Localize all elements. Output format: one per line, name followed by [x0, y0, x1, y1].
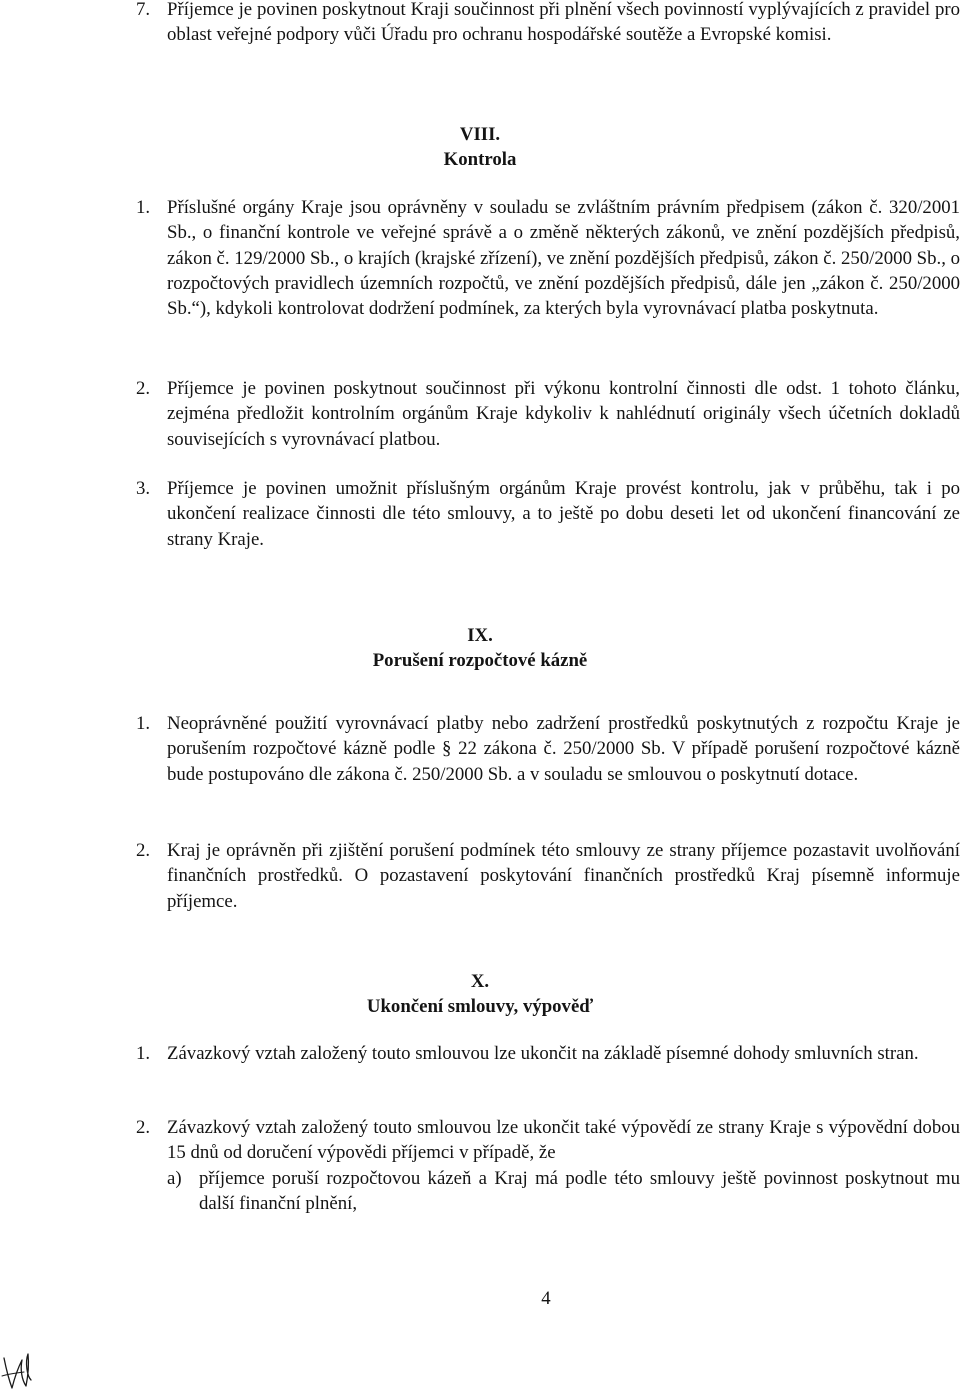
list-item [136, 476, 960, 552]
list-item [136, 195, 960, 321]
item-text: Příjemce je povinen poskytnout součinnost při výkonu kontrolní činnosti dle odst. 1 tohoto článku, zejména předložit kontrolním orgánům Kraje kdykoliv k nahlédnutí originály všech účetních dokladů souvisejících s vyrovnávací platbou. [167, 378, 960, 450]
list-item [136, 1041, 960, 1066]
item-number: 1. [136, 197, 151, 218]
item-text: Závazkový vztah založený touto smlouvou lze ukončit také výpovědí ze strany Kraje s výpovědní dobou 15 dnů od doručení výpovědi příjemci v případě, že [167, 1117, 960, 1164]
item-text: Příslušné orgány Kraje jsou oprávněny v souladu se zvláštním právním předpisem (zákon č. 320/2001 Sb., o finanční kontrole ve veřejné správě a o změně některých zákonů, ve znění pozdějších předpisů, zákon č. 129/2000 Sb., o krajích (krajské zřízení), ve znění pozdějších předpisů, zákon č. 250/2000 Sb., o rozpočtových pravidlech územních rozpočtů, ve znění pozdějších předpisů, dále jen „zákon č. 250/2000 Sb.“), kdykoli kontrolovat dodržení podmínek, za kterých byla vyrovnávací platba poskytnuta. [167, 197, 960, 320]
section-number: X. [470, 971, 490, 992]
list-item [136, 711, 960, 787]
item-number: 7. [136, 0, 151, 20]
item-text: Kraj je oprávněn při zjištění porušení podmínek této smlouvy ze strany příjemce pozastavit uvolňování finančních prostředků. O pozastavení poskytování finančních prostředků Kraj písemně informuje příjemce. [167, 840, 960, 912]
section-title: Ukončení smlouvy, výpověď [366, 996, 594, 1017]
item-text: Neoprávněné použití vyrovnávací platby nebo zadržení prostředků poskytnutých z rozpočtu Kraje je porušením rozpočtové kázně podle § 22 zákona č. 250/2000 Sb. V případě porušení rozpočtové kázně bude postupováno dle zákona č. 250/2000 Sb. a v souladu se smlouvou o poskytnutí dotace. [167, 713, 960, 785]
page-number: 4 [541, 1288, 551, 1309]
item-text: Závazkový vztah založený touto smlouvou lze ukončit na základě písemné dohody smluvních stran. [167, 1043, 919, 1064]
item-body [167, 1115, 960, 1216]
item-number: 3. [136, 478, 151, 499]
item-text: Příjemce je povinen umožnit příslušným orgánům Kraje provést kontrolu, jak v průběhu, tak i po ukončení realizace činnosti dle této smlouvy, a to ještě po dobu deseti let od ukončení financování ze strany Kraje. [167, 478, 960, 550]
section-number: VIII. [459, 124, 501, 145]
section-number: IX. [467, 625, 493, 646]
item-number: 1. [136, 1043, 151, 1064]
list-item [136, 0, 960, 48]
item-number: 2. [136, 840, 151, 861]
item-number: 1. [136, 713, 151, 734]
list-item [136, 1115, 960, 1216]
sub-item [167, 1166, 960, 1217]
list-item [136, 838, 960, 914]
signature-initials [0, 1346, 34, 1394]
item-number: 2. [136, 378, 151, 399]
item-number: 2. [136, 1117, 151, 1138]
section-title: Kontrola [443, 149, 517, 170]
list-item [136, 376, 960, 452]
sub-item-text: příjemce poruší rozpočtovou kázeň a Kraj má podle této smlouvy ještě povinnost poskytnout mu další finanční plnění, [199, 1167, 960, 1214]
sub-item-label: a) [167, 1167, 182, 1189]
section-title: Porušení rozpočtové kázně [372, 650, 588, 671]
item-text: Příjemce je povinen poskytnout Kraji součinnost při plnění všech povinností vyplývajících z pravidel pro oblast veřejné podpory vůči Úřadu pro ochranu hospodářské soutěže a Evropské komisi. [167, 0, 960, 46]
